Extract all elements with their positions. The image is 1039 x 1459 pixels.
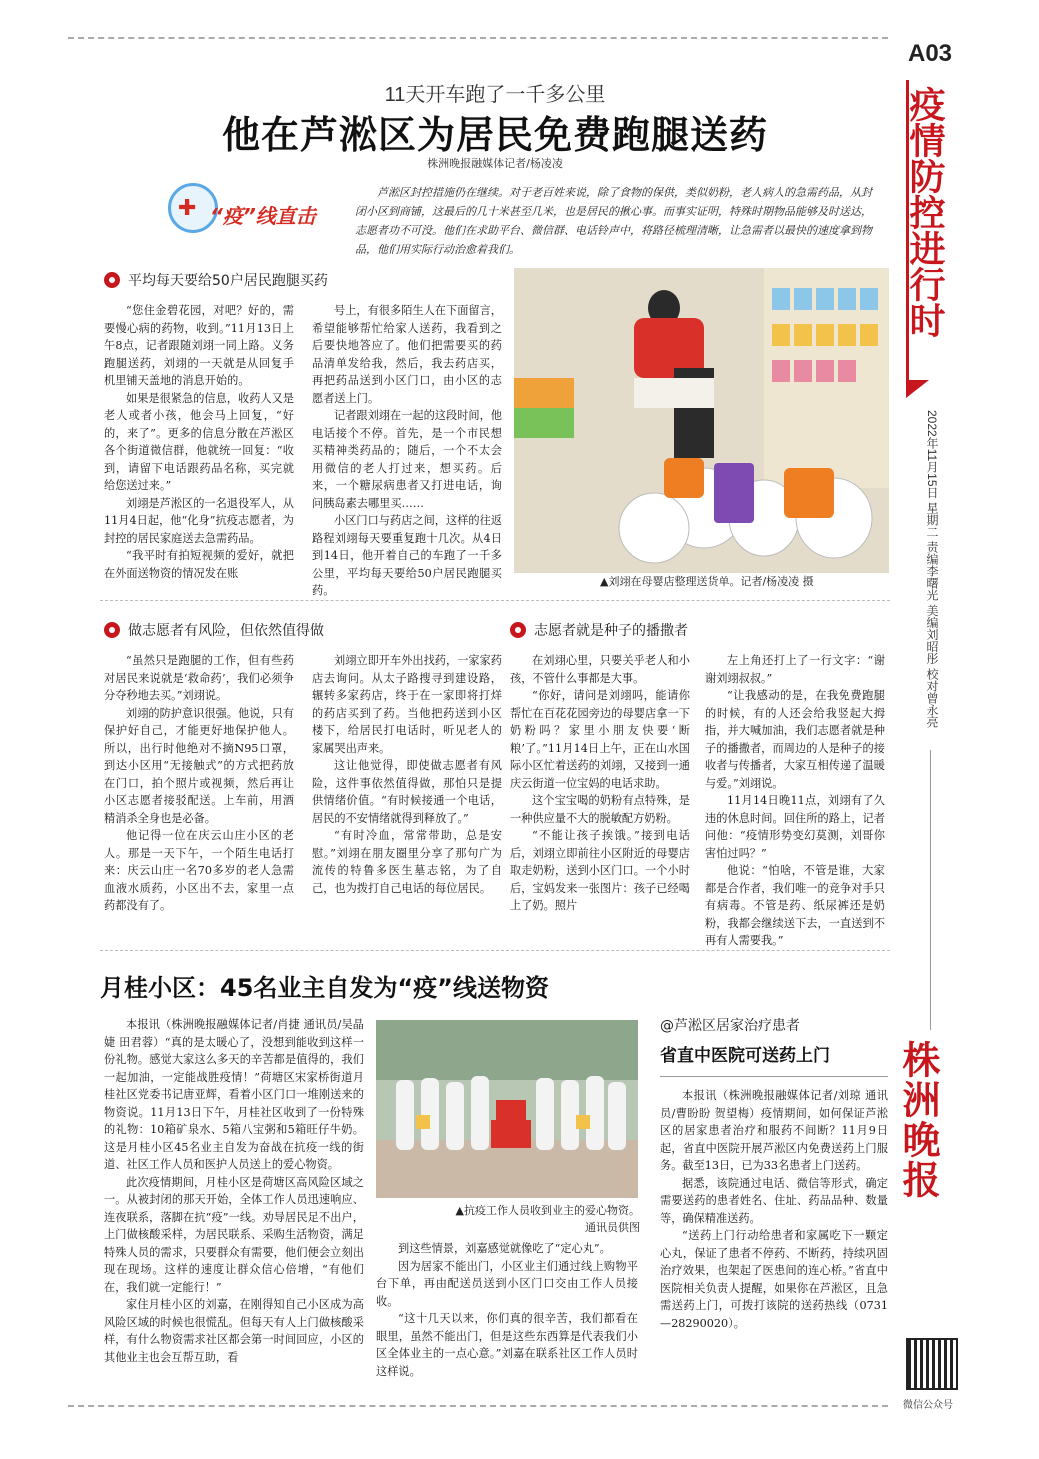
photo-illustration	[514, 268, 889, 573]
photo-caption: ▲刘翊在母婴店整理送货单。记者/杨凌凌 摄	[600, 575, 814, 588]
lead-kicker: 11天开车跑了一千多公里	[384, 84, 606, 106]
bottom-rule	[68, 1405, 888, 1407]
lead-intro: 芦淞区封控措施仍在继续。对于老百姓来说，除了食物的保供，类似奶粉，老人病人的急需药品，从封闭小区到商铺，这最后的几十米甚至几米，也是居民的揪心事。而事实证明，特殊时期物品能够及时送达，志愿者功不可没。他们在求助平台、微信群、电话铃声中，将路径梳理清晰，让急需者以最快的速度拿到物品，他们用实际行动治愈着我们。	[355, 186, 872, 256]
section-heading: 志愿者就是种子的播撒者	[510, 620, 688, 640]
section-heading: 平均每天要给50户居民跑腿买药	[104, 270, 328, 290]
photo-volunteer-in-store	[514, 268, 889, 573]
article-column: 号上，有很多陌生人在下面留言，希望能够帮忙给家人送药，我看到之后要快地答应了。他们把需要买的药品清单发给我，然后，我去药店买，再把药品送到小区门口，由小区的志愿者送上门。 记者跟刘翊在一起的这段时间，他电话接个不停。首先，是一个市民想买精神类药品的；随后，一个不太会用微信的老人打过来，想买药。后来，一个糖尿病患者又打进电话，询问胰岛素去哪里买…… 小区门口与药店之间，这样的往返路程刘翊每天要重复跑十几次。从4日到14日，他开着自己的车跑了一千多公里，平均每天要给50户居民跑腿买药。	[312, 304, 502, 597]
dateline: 2022年11月15日 星期二 责编李曙光 美编刘昭彤 校对曾永亮	[925, 410, 939, 728]
article-column: 到这些情景，刘嘉感觉就像吃了“定心丸”。 因为居家不能出门，小区业主们通过线上购物平台下单，再由配送员送到小区门口交由工作人员接收。 “这十几天以来，你们真的很辛苦，我们都看在眼里，虽然不能出门，但是这些东西算是代表我们小区全体业主的一点心意。”刘嘉在联系社区工作人员时这样说。	[376, 1242, 638, 1378]
article-column: 刘翊立即开车外出找药，一家家药店去询问。从太子路搜寻到建设路，辗转多家药店，终于在一家即将打烊的药店买到了药。当他把药送到小区楼下，给居民打电话时，听见老人的家属哭出声来。 这让他觉得，即使做志愿者有风险，这件事依然值得做，那怕只是提供情绪价值。“有时候接通一个电话，居民的不安情绪就得到释放了。” “有时冷血，常常带助，总是安慰。”刘翊在朋友圈里分享了那句广为流传的特鲁多医生墓志铭，为了自己，也为拨打自己电话的每位居民。	[312, 654, 502, 895]
page-number: A03	[908, 40, 953, 67]
rail-line	[930, 750, 931, 1030]
article-column: 左上角还打上了一行文字：“谢谢刘翊叔叔。” “让我感动的是，在我免费跑腿的时候，有的人还会给我竖起大拇指，并大喊加油，我们志愿者就是种子的播撒者，而周边的人是种子的接收者与传播者，大家互相传递了温暖与爱。”刘翊说。 11月14日晚11点，刘翊有了久违的休息时间。回住所的路上，记者问他：“疫情形势变幻莫测，刘哥你害怕过吗？” 他说：“怕啥，不管是谁，大家都是合作者，我们唯一的竞争对手只有病毒。不管是药、纸尿裤还是奶粉，我都会继续送下去，一直送到不再有人需要我。”	[705, 654, 885, 947]
bullet-icon	[104, 272, 120, 288]
photo-illustration	[376, 1020, 638, 1198]
section-divider	[100, 600, 890, 601]
second-headline: 月桂小区：45名业主自发为“疫”线送物资	[100, 974, 549, 1002]
bullet-icon	[510, 622, 526, 638]
badge-label: “疫”线直击	[210, 204, 316, 228]
top-rule	[68, 37, 888, 39]
photo-caption: ▲抗疫工作人员收到业主的爱心物资。 通讯员供图	[455, 1204, 640, 1234]
article-column: “您住金碧花园，对吧？好的，需要慢心病的药物，收到。”11月13日上午8点，记者跟随刘翊一同上路。义务跑腿送药，刘翊的一天就是从回复手机里铺天盖地的消息开始的。 如果是很紧急的信息，收药人又是老人或者小孩，他会马上回复，“好的，来了”。更多的信息分散在芦淞区各个街道微信群，他就统一回复：“收到，请留下电话跟药品名称，买完就给您送过来。” 刘翊是芦淞区的一名退役军人，从11月4日起，他“化身”抗疫志愿者，为封控的居民家庭送去急需药品。 “我平时有拍短视频的爱好，就把在外面送物资的情况发在账	[104, 304, 294, 580]
qr-caption: 微信公众号	[903, 1400, 953, 1411]
section-divider	[100, 950, 890, 951]
lead-byline: 株洲晚报融媒体记者/杨凌凌	[427, 157, 563, 170]
red-cross-icon: ✚	[178, 196, 197, 221]
lead-headline: 他在芦淞区为居民免费跑腿送药	[221, 113, 768, 157]
section-title: 疫情防控进行时	[904, 86, 946, 338]
photo-workers-with-supplies	[376, 1020, 638, 1198]
sidebar-kicker: @芦淞区居家治疗患者	[660, 1018, 800, 1034]
article-column: “虽然只是跑腿的工作，但有些药对居民来说就是‘救命药’，我们必须争分夺秒地去买。”刘翊说。 刘翊的防护意识很强。他说，只有保护好自己，才能更好地保护他人。所以，出行时他绝对不摘N95口罩，到达小区用“无接触式”的方式把药放在门口，拍个照片或视频，然后再让小区志愿者接驳配送。上车前，用酒精消杀全身也是必备。 他记得一位在庆云山庄小区的老人。那是一天下午，一个陌生电话打来：庆云山庄一名70多岁的老人急需血液水质药，小区出不去，家里一点药都没有了。	[104, 654, 294, 912]
section-heading: 做志愿者有风险，但依然值得做	[104, 620, 324, 640]
sidebar-story	[660, 1015, 888, 1332]
sidebar-rule	[660, 1076, 888, 1077]
article-column: 在刘翊心里，只要关乎老人和小孩，不管什么事都是大事。 “你好，请问是刘翊吗，能请你帮忙在百花花园旁边的母婴店拿一下奶粉吗？家里小朋友快要‘断粮’了。”11月14日上午，正在山水国际小区忙着送药的刘翊，又接到一通庆云街道一位宝妈的电话求助。 这个宝宝喝的奶粉有点特殊，是一种供应量不大的脱敏配方奶粉。 “不能让孩子挨饿。”接到电话后，刘翊立即前往小区附近的母婴店取走奶粉，送到小区门口。一个小时后，宝妈发来一张图片：孩子已经喝上了奶。照片	[510, 654, 690, 912]
qr-code-icon[interactable]	[906, 1338, 958, 1390]
article-column: 本报讯（株洲晚报融媒体记者/肖捷 通讯员/吴晶婕 田君蓉）“真的是太暖心了，没想到能收到这样一份礼物。感觉大家这么多天的辛苦都是值得的，我们一起加油，一定能战胜疫情！”荷塘区宋家桥街道月桂社区党委书记唐亚辉，看着小区门口一堆刚送来的物资说。11月13日下午，月桂社区收到了一份特殊的礼物：10箱矿泉水、5箱八宝粥和5箱旺仔牛奶。这是月桂小区45名业主自发为奋战在抗疫一线的街道、社区工作人员和医护人员送上的爱心物资。 此次疫情期间，月桂小区是荷塘区高风险区域之一。从被封闭的那天开始，全体工作人员迅速响应、连夜联系，落脚在抗“疫”一线。劝导居民足不出户，上门做核酸采样，为居民联系、采购生活物资，满足特殊人员的需求，只要群众有需要，他们便会立刻出现在现场。这样的速度让群众信心倍增，“有他们在，我们就一定能行！” 家住月桂小区的刘嘉，在刚得知自己小区成为高风险区域的时候也很慌乱。但每天有人上门做核酸采样，有什么物资需求社区都会第一时间回应，小区的其他业主也会互帮互助，看	[104, 1018, 364, 1364]
sidebar-title: 省直中医院可送药上门	[660, 1046, 830, 1066]
newspaper-logo: 株洲晚报	[896, 1040, 941, 1200]
article-column: 本报讯（株洲晚报融媒体记者/刘琼 通讯员/曹盼盼 贺望梅）疫情期间，如何保证芦淞区的居家患者治疗和服药不间断？11月9日起，省直中医院开展芦淞区内免费送药上门服务。截至13日，已为33名患者上门送药。 据悉，该院通过电话、微信等形式，确定需要送药的患者姓名、住址、药品品种、数量等，确保精准送药。 “送药上门行动给患者和家属吃下一颗定心丸，保证了患者不停药、不断药，持续巩固治疗效果，也架起了医患间的连心桥。”省直中医院相关负责人提醒，如果你在芦淞区，且急需送药上门，可拨打该院的送药热线（0731—28290020）。	[660, 1089, 888, 1330]
banner-tail	[906, 380, 952, 398]
bullet-icon	[104, 622, 120, 638]
